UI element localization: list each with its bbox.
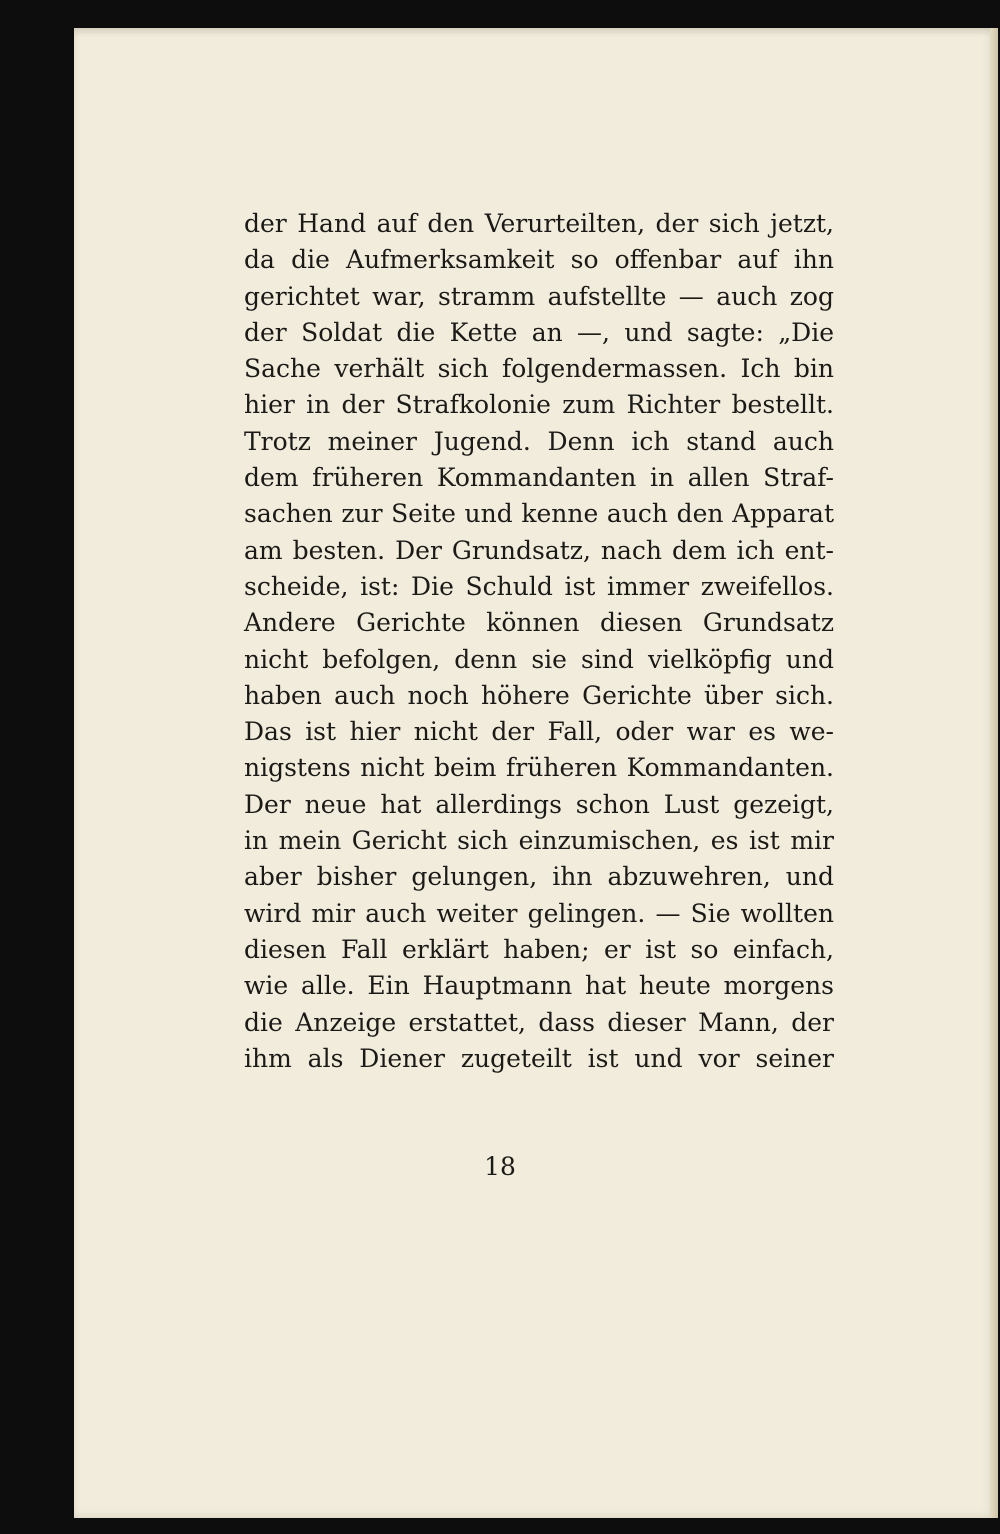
text-line: sachen zur Seite und kenne auch den Apparat <box>244 499 834 529</box>
text-line: in mein Gericht sich einzumischen, es ist mir <box>244 826 834 856</box>
text-line: der Soldat die Kette an —, und sagte: „Die <box>244 317 834 347</box>
text-line: gerichtet war, stramm aufstellte — auch zog <box>244 281 834 311</box>
text-line: diesen Fall erklärt haben; er ist so einfach, <box>244 934 834 964</box>
text-line: Der neue hat allerdings schon Lust gezeigt, <box>244 789 834 819</box>
text-line: wie alle. Ein Hauptmann hat heute morgens <box>244 971 834 1001</box>
text-line: nicht befolgen, denn sie sind vielköpfig und <box>244 644 834 674</box>
text-line: hier in der Strafkolonie zum Richter bestellt. <box>244 390 834 420</box>
text-line: aber bisher gelungen, ihn abzuwehren, und <box>244 862 834 892</box>
text-line: ihm als Diener zugeteilt ist und vor seiner <box>244 1043 834 1073</box>
text-line: haben auch noch höhere Gerichte über sich. <box>244 680 834 710</box>
text-line: scheide, ist: Die Schuld ist immer zweifellos. <box>244 571 834 601</box>
text-line: Das ist hier nicht der Fall, oder war es we- <box>244 717 834 747</box>
text-line: am besten. Der Grundsatz, nach dem ich ent- <box>244 535 834 565</box>
text-line: Andere Gerichte können diesen Grundsatz <box>244 608 834 638</box>
body-text <box>244 206 834 1077</box>
page-edge <box>990 28 998 1518</box>
text-line: Trotz meiner Jugend. Denn ich stand auch <box>244 426 834 456</box>
text-line: die Anzeige erstattet, dass dieser Mann, der <box>244 1007 834 1037</box>
text-line: dem früheren Kommandanten in allen Straf- <box>244 463 834 493</box>
text-line: wird mir auch weiter gelingen. — Sie wollten <box>244 898 834 928</box>
text-line: da die Aufmerksamkeit so offenbar auf ihn <box>244 245 834 275</box>
text-line: Sache verhält sich folgendermassen. Ich bin <box>244 354 834 384</box>
text-line: der Hand auf den Verurteilten, der sich jetzt, <box>244 209 834 238</box>
page-number: 18 <box>484 1152 516 1181</box>
text-line: nigstens nicht beim früheren Kommandanten. <box>244 753 834 783</box>
